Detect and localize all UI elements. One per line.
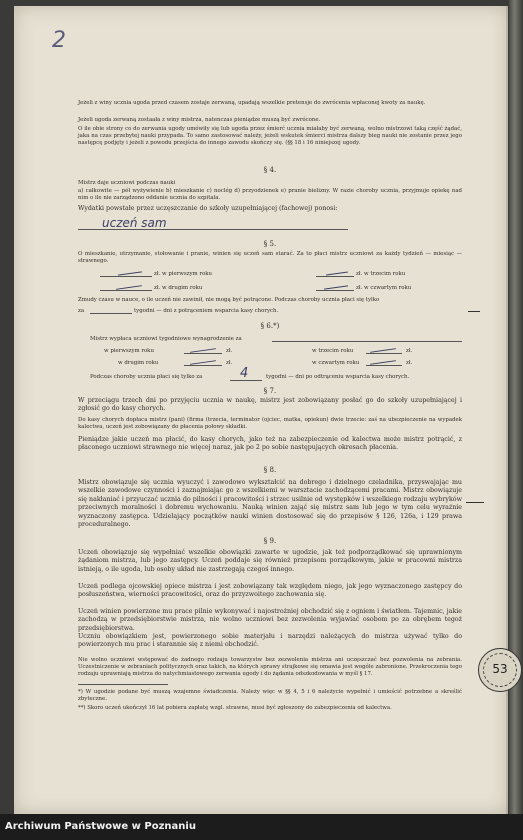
wage-year3: w trzecim roku bbox=[312, 348, 354, 354]
handwritten-payer: uczeń sam bbox=[102, 216, 167, 230]
wage-line bbox=[272, 341, 462, 342]
archive-stamp bbox=[478, 648, 522, 692]
archive-footer-bar bbox=[0, 814, 523, 840]
section-4-intro: Mistrz daje uczniowi podczas nauki bbox=[78, 180, 176, 186]
section-7-school: W przeciągu trzech dni po przyjęciu ucznia w naukę, mistrz jest zobowiązany posłać go do szkoły uzupełniającej i zgłosić go do kasy chorych. bbox=[78, 397, 462, 413]
wage-year3-zl: zł. bbox=[406, 348, 413, 354]
year1-line bbox=[100, 276, 152, 277]
section-9-obligations: Uczeń obowiązuje się wypełniać wszelkie obowiązki zawarte w ugodzie, jak też podporządkować się uprawnionym żądaniom mistrza, lub jego zastępcy. Uczeń poddaje się również przepisom porządkowym, jakie w pracowni mistrza istnieją, o ile ugoda, lub osoby układ nie zastrzegają czegoś innego. bbox=[78, 549, 462, 573]
year1-label: zł. w pierwszym roku bbox=[154, 271, 212, 277]
archive-footer-label: Archiwum Państwowe w Poznaniu bbox=[5, 821, 196, 832]
payer-line bbox=[78, 229, 348, 230]
year2-label: zł. w drugim roku bbox=[154, 285, 203, 291]
wage-year1-line bbox=[184, 353, 222, 354]
margin-mark bbox=[468, 311, 480, 312]
paragraph-3: O ile obie strony co do zerwania ugody umówiły się lub ugoda przez śmierć ucznia miałaby być zerwaną, wolno mistrzowi taką część żądać, jaka na czas przebytej nauki przypada. To samo zastosować należy, jeżeli wskutek śmierci mistrza dalszy bieg nauki nie zostanie przez jego następcę podjęty i jeżeli z powodu przejścia do innego zawodu skończy się. (§§ 18 i 16 niniejszej ugody. bbox=[78, 126, 462, 147]
section-4-items: a) całkowite — péł wyżywienie b) mieszkanie c) noclég d) przyodzienek e) pranie bielizny. W razie choroby ucznia, przyjmuje opiekę nad nim o ile nie zarządzono oddanie ucznia do szpitala. bbox=[78, 188, 462, 202]
year3-line bbox=[316, 276, 354, 277]
year3-label: zł. w trzecim roku bbox=[356, 271, 406, 277]
wage-year4-line bbox=[366, 365, 402, 366]
wage-year1-zl: zł. bbox=[226, 348, 233, 354]
section-6-heading: § 6.*) bbox=[260, 322, 280, 330]
section-6-sickness-rest: tygodni — dni po odtrąceniu wsparcia kasy chorych. bbox=[266, 374, 410, 380]
section-9-materials: Uczniu obowiązkiem jest, powierzonego sobie materjału i narzędzi należących do mistrza używać tylko do powierzonych mu prac i starannie się z niemi obchodzić. bbox=[78, 633, 462, 649]
section-5-heading: § 5. bbox=[263, 240, 277, 248]
page-fold bbox=[506, 6, 508, 814]
section-7-heading: § 7. bbox=[263, 387, 277, 395]
section-5-absence: Zmudy czasu w nauce, o ile uczeń nie zawinił, nie mogą być potrącone. Podczas choroby ucznia płaci się tylko bbox=[78, 297, 380, 303]
section-9-heading: § 9. bbox=[263, 537, 277, 545]
section-5-za: za bbox=[78, 308, 85, 314]
wage-year2-line bbox=[184, 365, 222, 366]
section-9-secrecy: Uczeń winien powierzone mu prace pilnie wykonywać i najostrożniej obchodzić się z ogniem i światłem. Tajemnic, jakie zachodzą w przedsiębiorstwie mistrza, nie wolno uczniowi bez zezwolenia wyjawiać osobom po za obrębem tegoż przedsiębiorstwa. bbox=[78, 608, 462, 632]
section-6-sickness: Podczas choroby ucznia płaci się tylko za bbox=[90, 374, 203, 380]
paragraph-2: Jeżeli ugoda zerwaną zostaała z winy mistrza, natenczas pieniądze muszą być zwrócone. bbox=[78, 117, 321, 123]
paragraph-1: Jeżeli z winy ucznia ugoda przed czasem zostaje zerwaną, upadają wszelkie pretensje do zwrócenia wpłaconej kwoty za naukę. bbox=[78, 100, 426, 106]
footnote-2: **) Skoro uczeń ukończył 16 lat pobiera zapłatę wzgl. strawne, musi być zgłoszony do zabezpieczenia od kalectwa. bbox=[78, 705, 392, 711]
section-4-school-expenses: Wydatki powstałe przez uczęszczanie do szkoły uzupełniającej (fachowej) ponosi: bbox=[78, 205, 338, 212]
section-8-heading: § 8. bbox=[263, 466, 277, 474]
section-9-associations: Nie wolno uczniowi wstępować do żadnego rodzaju towarzystw bez zezwolenia mistrza ani uczęszczać bez pozwolenia na zebrania. Uczestniczenie w zebraniach politycznych oraz takich, na których sprawy strajkowe się omawia jest wogóle zabronione. Przekroczenia tego rodzaju uprawniają mistrza do natychmiastowego zerwania ugody i do żądania odszkodowania w myśl § 17. bbox=[78, 657, 462, 678]
margin-arrow bbox=[466, 502, 484, 503]
footnote-1: *) W ugodzie podane być muszą wzajemne świadczenia. Należy więc w §§ 4, 5 i 6 należycie wypełnić i umieścić potrzebne a skreślić zbyteczne. bbox=[78, 689, 462, 703]
weeks-line bbox=[90, 313, 132, 314]
section-6-intro: Mistrz wypłaca uczniowi tygodniowe wynagrodzenie za bbox=[90, 336, 242, 342]
section-5-intro: O mieszkanie, utrzymanie, stołowanie i pranie, winien się uczeń sam starać. Za to płaci mistrz uczniowi za każdy tydzień — miesiąc — strawnego. bbox=[78, 251, 462, 265]
year4-line bbox=[316, 290, 354, 291]
handwritten-weeks: 4 bbox=[240, 366, 249, 381]
binding-strip bbox=[509, 0, 523, 814]
section-8-text: Mistrz obowiązuje się ucznia wyuczyć i zawodowo wykształcić na dobrego i dzielnego czeladnika, przyswajając mu wszelkie zawodowe czynności i zaznajmiając go z wszelkiemi w warsztacie zachodzącemi pracami. Mistrz obowiązuje się nakłaniać i przyuczać ucznia do pilności i pracowitości i strzec usilnie od występków i wszelkiego rodzaju wybryków przeciwnych moralności i dobremu wychowaniu. Nauką winien zająć się mistrz sam lub jego w tym celu wyraźnie wyznaczony zastępca. Udzielający początków nauki winien dostosować się do przepisów § 126, 126a, i 129 prawa proceduralnego. bbox=[78, 479, 462, 529]
wage-year4: w czwartym roku bbox=[312, 360, 360, 366]
section-7-insurance: Do kasy chorych dopłaca mistrz (pani) (firma (trzecia, terminator (ojciec, matka, opiekun) dwie trzecie: zaś na ubezpieczenie na wypadek kalectwa, uczeń jest zobowiązany do płacenia połowy składki. bbox=[78, 417, 462, 431]
section-4-heading: § 4. bbox=[263, 166, 277, 174]
handwritten-page-number: 2 bbox=[52, 28, 66, 53]
year4-label: zł. w czwartym roku bbox=[356, 285, 412, 291]
section-5-weeks: tygodni — dni z potrąceniem wsparcia kasy chorych. bbox=[134, 308, 279, 314]
wage-year4-zl: zł. bbox=[406, 360, 413, 366]
wage-year1: w pierwszym roku bbox=[104, 348, 154, 354]
section-7-deductions: Pieniądze jakie uczeń ma płacić, do kasy chorych, jako też na zabezpieczenie od kalectwa może mistrz potrącić, z płaconego uczniowi strawnego nie więcej naraz, jak po 2 po sobie następujących okresach płacenia. bbox=[78, 436, 462, 452]
wage-year3-line bbox=[366, 353, 402, 354]
section-9-obedience: Uczeń podlega ojcowskiej opiece mistrza i jest zobowiązany tak względem niego, jak jego wyznaczonego zastępcy do posłuszeństwa, wierności pracowitości, oraz do przyzwoitego zachowania się. bbox=[78, 583, 462, 599]
footnote-rule bbox=[78, 684, 168, 685]
wage-year2-zl: zł. bbox=[226, 360, 233, 366]
wage-year2: w drugim roku bbox=[118, 360, 159, 366]
year2-line bbox=[100, 290, 152, 291]
stamp-number: 53 bbox=[492, 662, 508, 676]
